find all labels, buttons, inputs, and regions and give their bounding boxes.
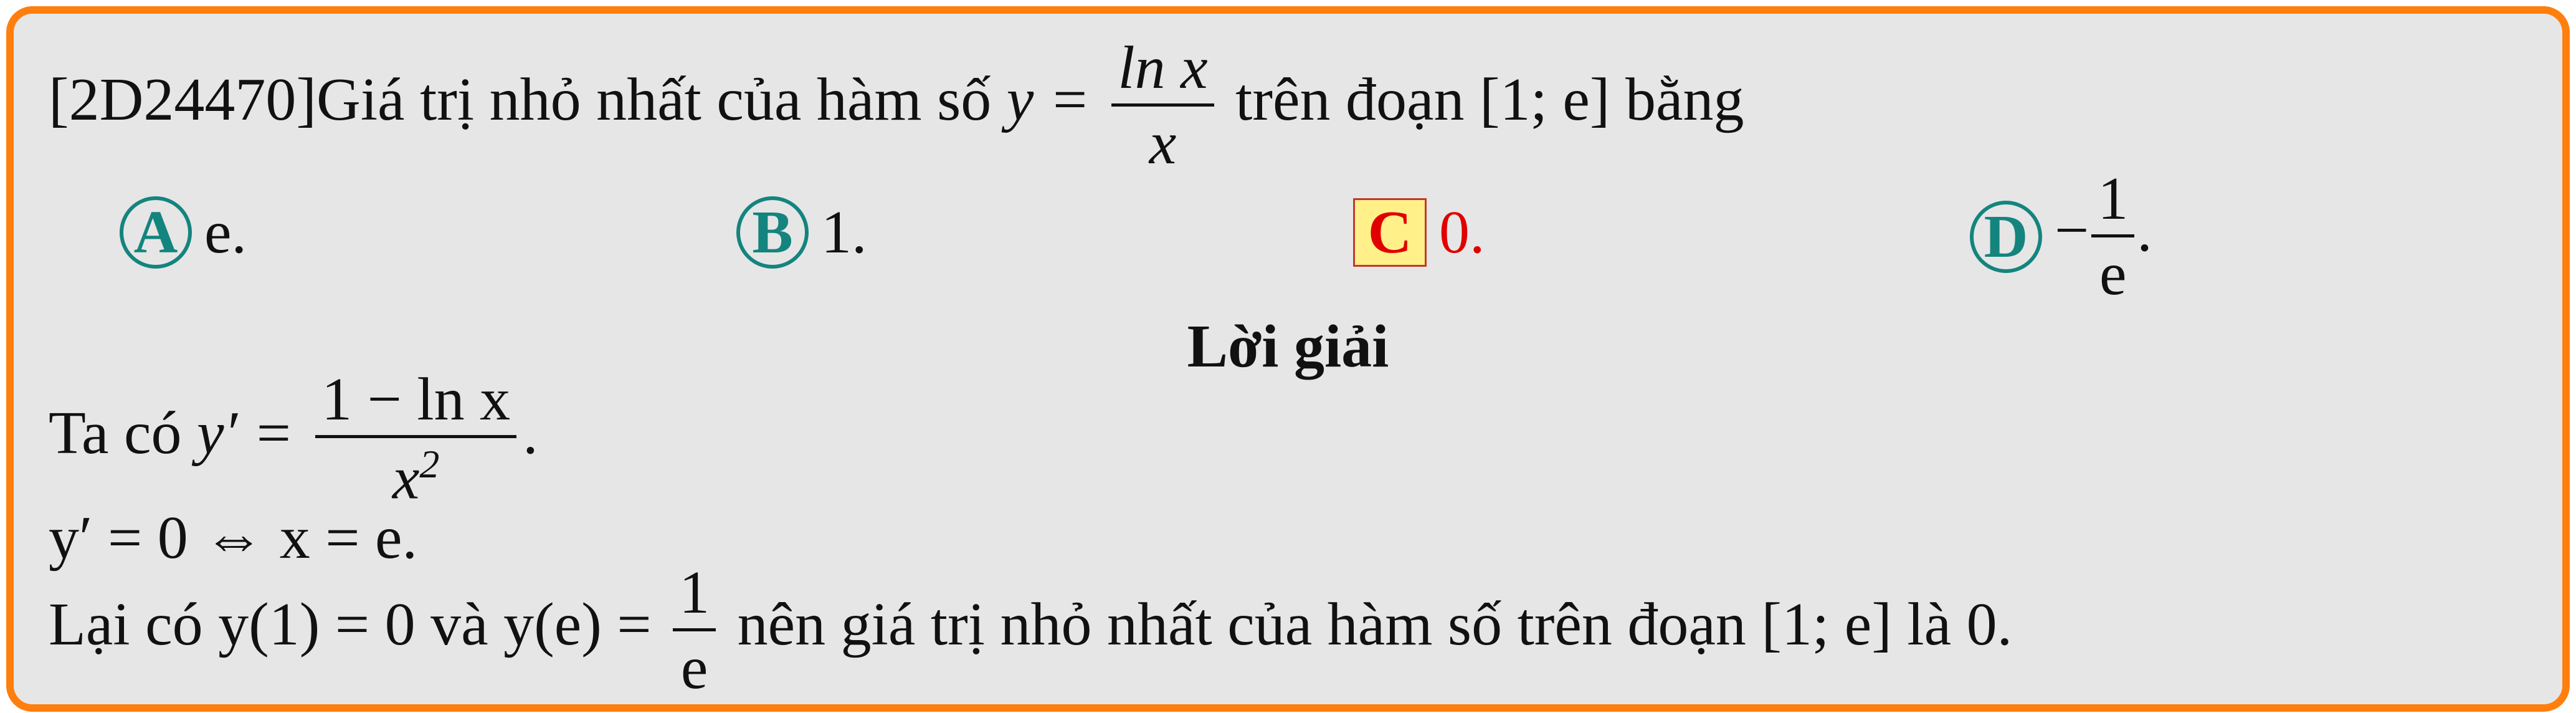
choice-d[interactable] xyxy=(1970,165,2152,308)
solution-heading: Lời giải xyxy=(1187,313,1389,380)
choice-b-text: 1. xyxy=(821,198,867,266)
choice-d-marker: D xyxy=(1970,201,2042,273)
choice-d-text: − $\frac{1}{e}$ . xyxy=(2055,165,2152,308)
solution-line-3: Lại có y(1) = 0 và y(e) = $\frac{1}{e}$ nên giá trị nhỏ nhất của hàm số trên đoạn [1; e] là 0. xyxy=(49,559,2013,702)
solution-line-1: Ta có y′ = $\frac{\text{1 − ln x}}{x^2}$ . xyxy=(49,366,538,512)
choice-a[interactable] xyxy=(120,196,247,269)
choice-c-text: 0. xyxy=(1439,198,1485,266)
solution-line-2: y′ = 0 ⇔ x = e. xyxy=(49,504,417,572)
problem-statement: [2D24470]Giá trị nhỏ nhất của hàm số y = $\frac{\text{ln x}}{x}$ trên đoạn [1; e] bằng xyxy=(49,34,1744,177)
fraction-derivative: $\frac{\text{1 − ln x}}{x^2}$ xyxy=(315,369,516,509)
fraction-one-over-e: $\frac{1}{e}$ xyxy=(673,562,716,699)
choice-a-marker: A xyxy=(120,196,192,269)
choice-b[interactable] xyxy=(736,196,867,269)
choice-b-marker: B xyxy=(736,196,809,269)
problem-code: [2D24470] xyxy=(49,65,317,133)
choice-a-text: e. xyxy=(204,198,247,266)
fraction-ln-x-over-x: $\frac{\text{ln x}}{x}$ xyxy=(1111,37,1214,174)
problem-card xyxy=(6,6,2570,712)
choice-c-correct[interactable] xyxy=(1353,196,1485,267)
choice-c-marker: C xyxy=(1353,198,1427,267)
